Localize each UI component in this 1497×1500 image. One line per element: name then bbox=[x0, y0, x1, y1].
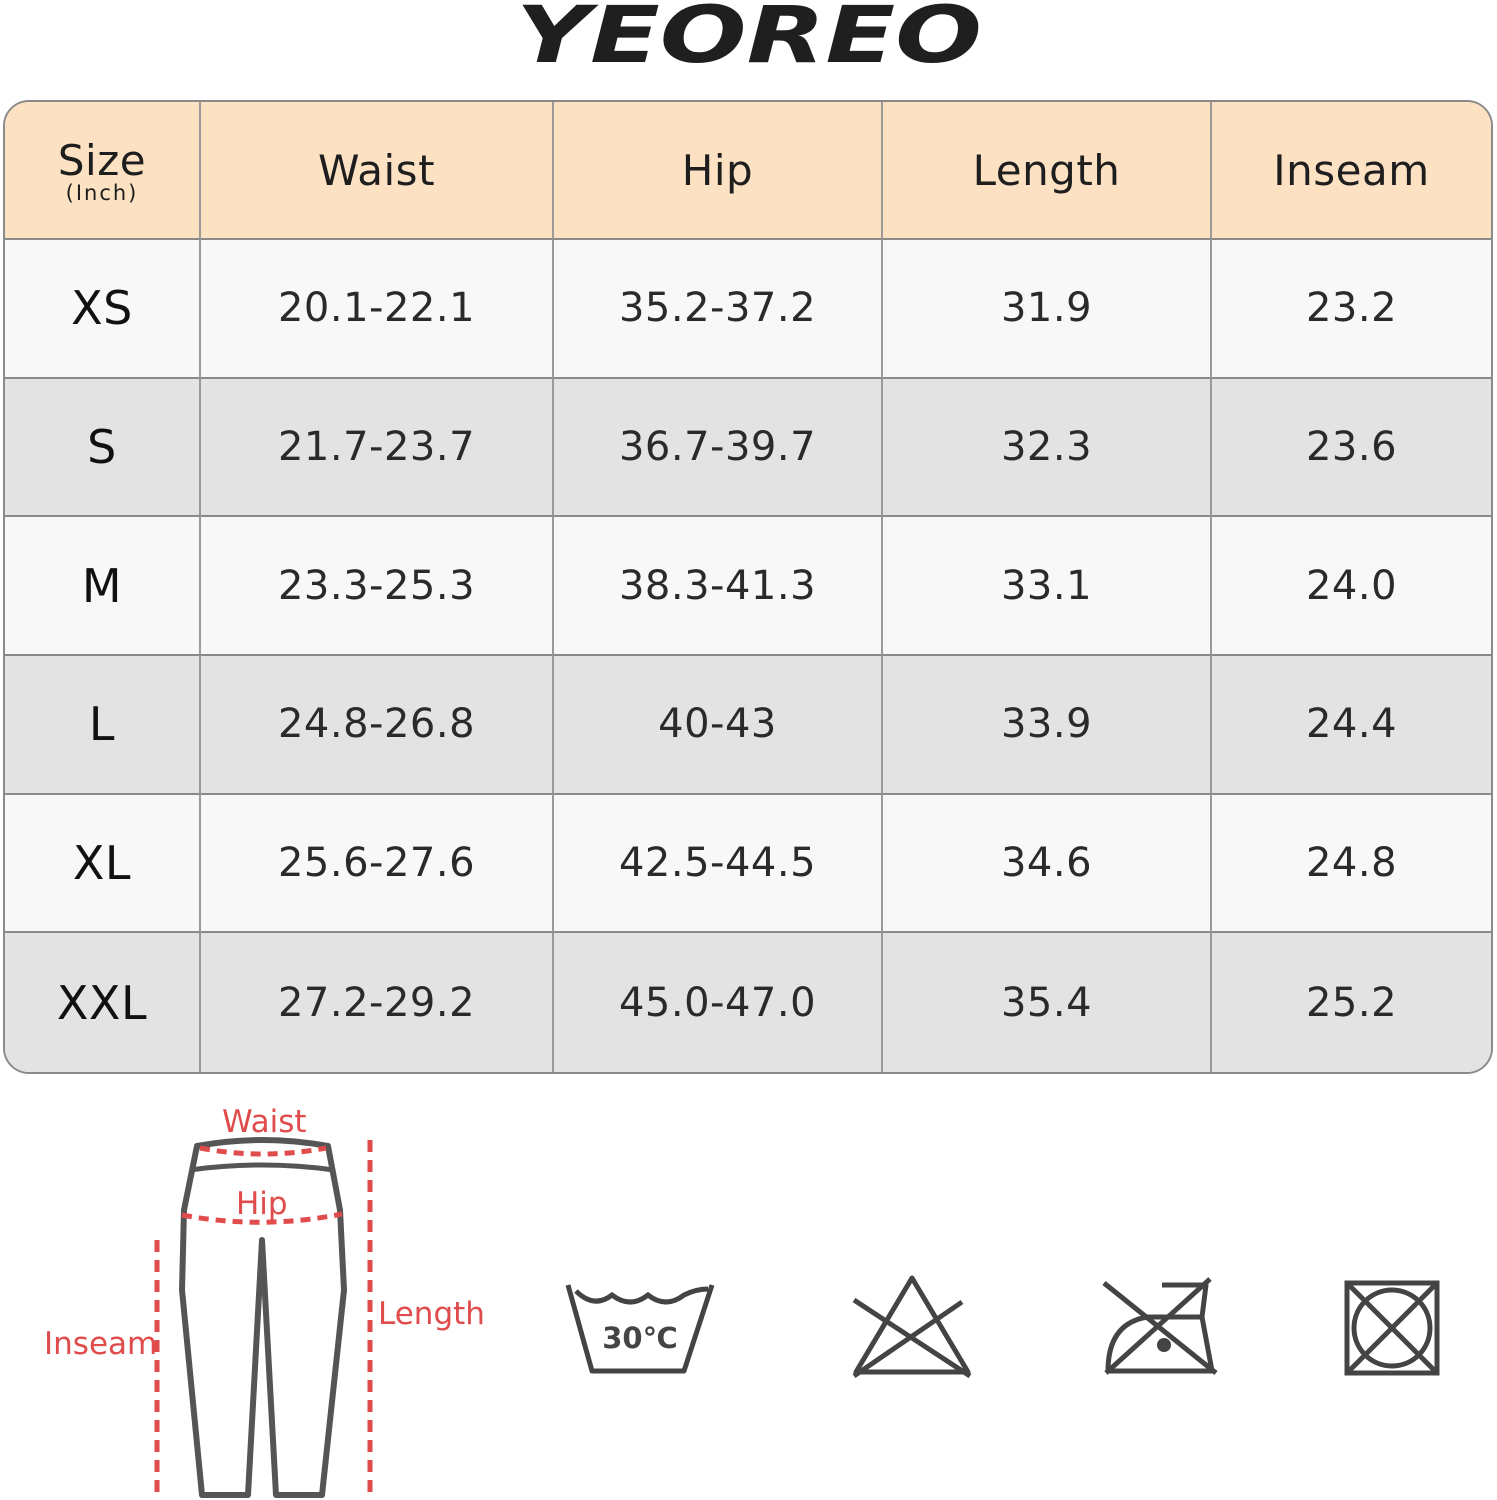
table-cell-inseam: 24.4 bbox=[1212, 656, 1491, 795]
length-label: Length bbox=[378, 1296, 485, 1332]
table-cell-hip: 38.3-41.3 bbox=[554, 517, 883, 656]
table-cell-length: 33.1 bbox=[883, 517, 1212, 656]
header-waist: Waist bbox=[201, 102, 554, 240]
do-not-bleach-icon bbox=[850, 1272, 975, 1382]
brand-header bbox=[0, 0, 1497, 80]
table-cell-hip: 36.7-39.7 bbox=[554, 379, 883, 518]
table-cell-waist: 24.8-26.8 bbox=[201, 656, 554, 795]
table-cell-waist: 25.6-27.6 bbox=[201, 795, 554, 934]
do-not-tumble-dry-icon bbox=[1342, 1278, 1442, 1378]
hip-label: Hip bbox=[236, 1186, 288, 1222]
table-cell-inseam: 24.0 bbox=[1212, 517, 1491, 656]
table-cell-inseam: 23.6 bbox=[1212, 379, 1491, 518]
waist-label: Waist bbox=[222, 1104, 307, 1140]
table-cell-size: S bbox=[5, 379, 201, 518]
size-chart-table bbox=[3, 100, 1493, 1074]
table-cell-hip: 40-43 bbox=[554, 656, 883, 795]
table-cell-inseam: 23.2 bbox=[1212, 240, 1491, 379]
header-hip: Hip bbox=[554, 102, 883, 240]
brand-logo bbox=[509, 0, 989, 70]
table-cell-inseam: 24.8 bbox=[1212, 795, 1491, 934]
inseam-label: Inseam bbox=[44, 1326, 158, 1362]
wash-30-icon bbox=[560, 1275, 720, 1380]
table-cell-size: L bbox=[5, 656, 201, 795]
table-cell-length: 35.4 bbox=[883, 933, 1212, 1072]
table-cell-length: 33.9 bbox=[883, 656, 1212, 795]
header-size bbox=[5, 102, 201, 240]
measurement-diagram bbox=[0, 1090, 520, 1500]
table-cell-length: 32.3 bbox=[883, 379, 1212, 518]
table-cell-length: 34.6 bbox=[883, 795, 1212, 934]
table-cell-size: M bbox=[5, 517, 201, 656]
table-cell-size: XXL bbox=[5, 933, 201, 1072]
table-cell-hip: 35.2-37.2 bbox=[554, 240, 883, 379]
header-length: Length bbox=[883, 102, 1212, 240]
table-cell-waist: 23.3-25.3 bbox=[201, 517, 554, 656]
table-cell-waist: 21.7-23.7 bbox=[201, 379, 554, 518]
leggings-icon bbox=[0, 1090, 520, 1500]
wash-temp-text: 30℃ bbox=[602, 1321, 678, 1355]
header-size-unit: (Inch) bbox=[65, 180, 139, 205]
header-inseam: Inseam bbox=[1212, 102, 1491, 240]
table-cell-hip: 45.0-47.0 bbox=[554, 933, 883, 1072]
table-cell-hip: 42.5-44.5 bbox=[554, 795, 883, 934]
table-cell-length: 31.9 bbox=[883, 240, 1212, 379]
table-cell-waist: 20.1-22.1 bbox=[201, 240, 554, 379]
brand-logo-text: YEOREO bbox=[515, 0, 982, 70]
do-not-iron-icon bbox=[1100, 1275, 1220, 1380]
table-cell-size: XS bbox=[5, 240, 201, 379]
header-size-label: Size bbox=[57, 135, 147, 185]
table-cell-inseam: 25.2 bbox=[1212, 933, 1491, 1072]
table-cell-waist: 27.2-29.2 bbox=[201, 933, 554, 1072]
table-cell-size: XL bbox=[5, 795, 201, 934]
